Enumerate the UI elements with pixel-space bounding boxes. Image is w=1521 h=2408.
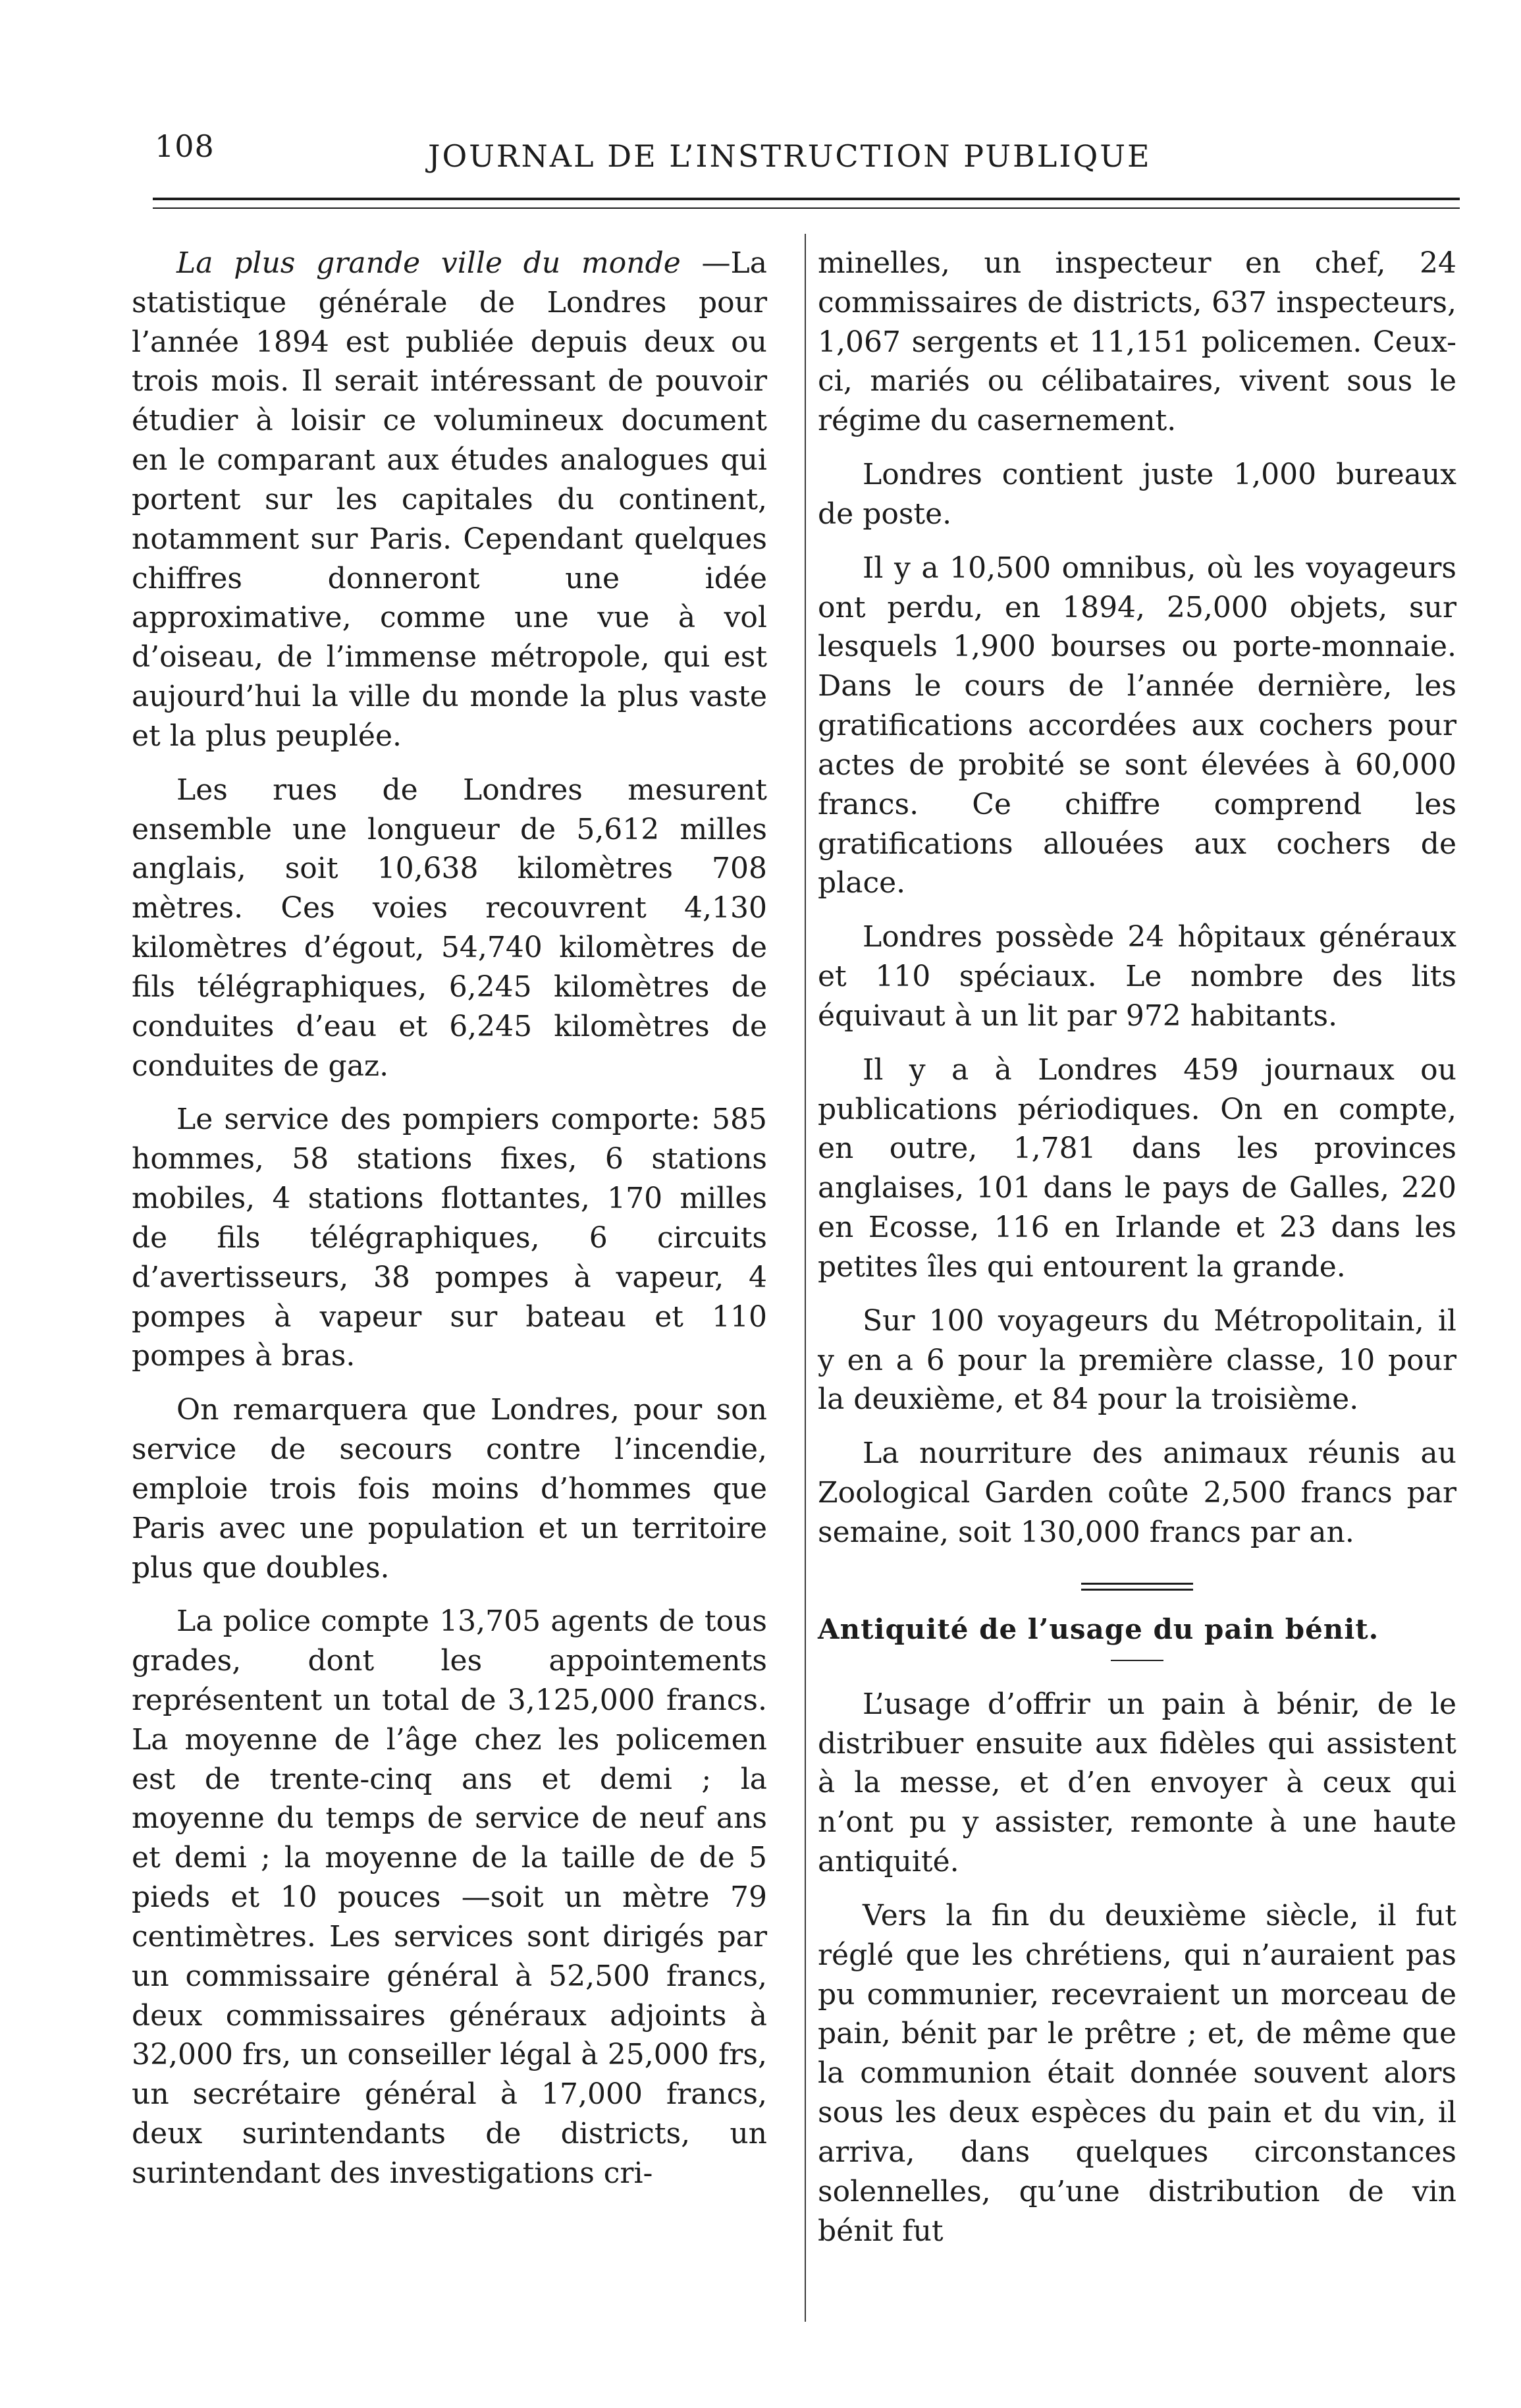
section-title-rule xyxy=(1111,1660,1163,1661)
paragraph-blessed-bread-history: Vers la fin du deuxième siècle, il fut réglé que les chrétiens, qui n’auraient pas pu communier, recevraient un morceau de pain, bénit par le prêtre ; et, de même que la communion était donnée souvent alors sous les deux espèces du pain et du vin, il arriva, dans quelques circonstances solennelles, qu’une distribution de vin bénit fut xyxy=(818,1898,1456,2248)
column-divider xyxy=(805,234,806,2322)
paragraph-blessed-bread-intro: L’usage d’offrir un pain à bénir, de le distribuer ensuite aux fidèles qui assistent à la messe, et d’en envoyer à ceux qui n’ont pu y assister, remonte à une haute antiquité. xyxy=(818,1687,1456,1879)
paragraph-fire-comparison: On remarquera que Londres, pour son service de secours contre l’incendie, emploie trois fois moins d’hommes que Paris avec une population et un territoire plus que doubles. xyxy=(132,1393,767,1585)
section-separator-rule-second xyxy=(1081,1589,1193,1591)
left-column xyxy=(132,244,767,2208)
paragraph-police-continued: minelles, un inspecteur en chef, 24 commissaires de districts, 637 inspecteurs, 1,067 sergents et 11,151 policemen. Ceux-ci, mariés ou célibataires, vivent sous le régime du casernement. xyxy=(818,246,1456,438)
paragraph-post-offices: Londres contient juste 1,000 bureaux de poste. xyxy=(818,458,1456,531)
paragraph-hospitals: Londres possède 24 hôpitaux généraux et 110 spéciaux. Le nombre des lits équivaut à un lit par 972 habitants. xyxy=(818,920,1456,1033)
paragraph-police: La police compte 13,705 agents de tous grades, dont les appointements représentent un total de 3,125,000 francs. La moyenne de l’âge chez les policemen est de trente-cinq ans et demi ; la moyenne du temps de service de neuf ans et demi ; la moyenne de la taille de de 5 pieds et 10 pouces —soit un mètre 79 centimètres. Les services sont dirigés par un commissaire général à 52,500 francs, deux commissaires généraux adjoints à 32,000 frs, un conseiller légal à 25,000 frs, un secrétaire général à 17,000 francs, deux surintendants de districts, un surintendant des investigations cri- xyxy=(132,1604,767,2190)
paragraph-text: —La statistique générale de Londres pour l’année 1894 est publiée depuis deux ou trois mois. Il serait intéressant de pouvoir étudier à loisir ce volumineux document en le comparant aux études analogues qui portent sur les capitales du continent, notamment sur Paris. Cependant quelques chiffres donneront une idée approximative, comme une vue à vol d’oiseau, de l’immense métropole, qui est aujourd’hui la ville du monde la plus vaste et la plus peuplée. xyxy=(132,246,767,753)
section-separator-rule xyxy=(1081,1583,1193,1585)
article-lead-title: La plus grande ville du monde xyxy=(176,246,681,280)
paragraph-zoo: La nourriture des animaux réunis au Zoological Garden coûte 2,500 francs par semaine, soit 130,000 francs par an. xyxy=(818,1437,1456,1549)
page-number: 108 xyxy=(155,128,215,164)
paragraph-metropolitan: Sur 100 voyageurs du Métropolitain, il y en a 6 pour la première classe, 10 pour la deuxième, et 84 pour la troisième. xyxy=(818,1303,1456,1417)
section-title: Antiquité de l’usage du pain bénit. xyxy=(818,1612,1379,1645)
paragraph-london-intro xyxy=(132,244,767,756)
right-column xyxy=(818,244,1456,2265)
paragraph-firefighters: Le service des pompiers comporte: 585 hommes, 58 stations fixes, 6 stations mobiles, 4 stations flottantes, 170 milles de fils télégraphiques, 6 circuits d’avertisseurs, 38 pompes à vapeur, 4 pompes à vapeur sur bateau et 110 pompes à bras. xyxy=(132,1103,767,1373)
paragraph-streets: Les rues de Londres mesurent ensemble une longueur de 5,612 milles anglais, soit 10,638 kilomètres 708 mètres. Ces voies recouvrent 4,130 kilomètres d’égout, 54,740 kilomètres de fils télégraphiques, 6,245 kilomètres de conduites d’eau et 6,245 kilomètres de conduites de gaz. xyxy=(132,773,767,1083)
paragraph-newspapers: Il y a à Londres 459 journaux ou publications périodiques. On en compte, en outre, 1,781 dans les provinces anglaises, 101 dans le pays de Galles, 220 en Ecosse, 116 en Irlande et 23 dans les petites îles qui entourent la grande. xyxy=(818,1053,1456,1284)
header-rule-thin xyxy=(153,207,1460,209)
paragraph-omnibus: Il y a 10,500 omnibus, où les voyageurs ont perdu, en 1894, 25,000 objets, sur lesquels 1,900 bourses ou porte-monnaie. Dans le cours de l’année dernière, les gratifications accordées aux cochers pour actes de probité se sont élevées à 60,000 francs. Ce chiffre comprend les gratifications allouées aux cochers de place. xyxy=(818,551,1456,900)
header-rule xyxy=(153,198,1460,200)
running-title: JOURNAL DE L’INSTRUCTION PUBLIQUE xyxy=(428,138,1152,174)
